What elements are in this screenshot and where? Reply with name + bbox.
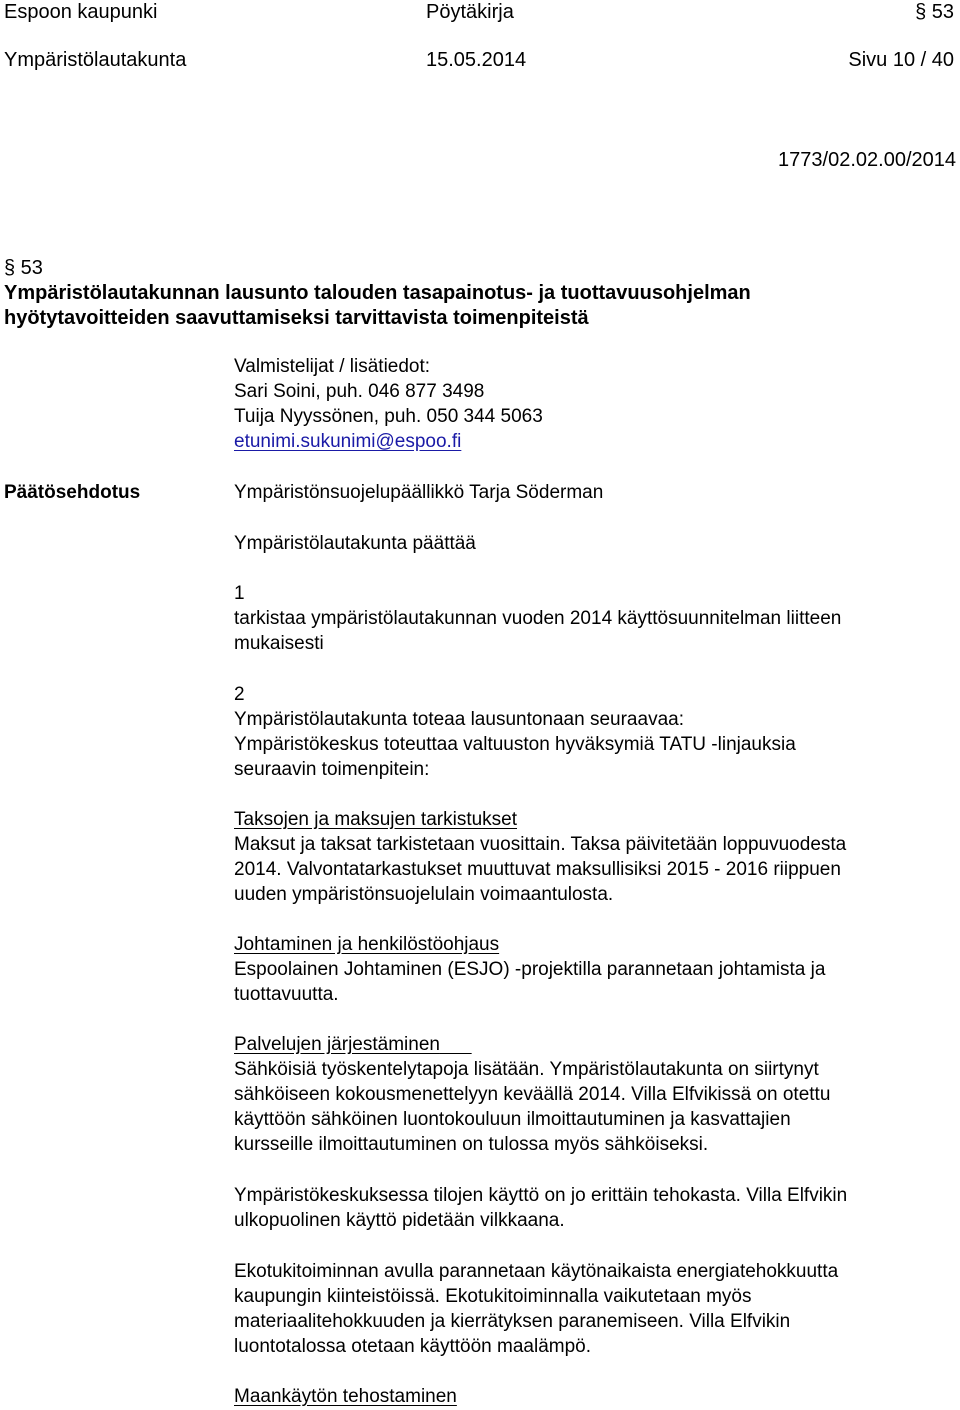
services-heading: Palvelujen järjestäminen bbox=[234, 1034, 440, 1055]
land-use-heading: Maankäytön tehostaminen bbox=[234, 1386, 457, 1407]
point-2-number: 2 bbox=[234, 684, 245, 705]
services-p3-line: Ekotukitoiminnan avulla parannetaan käytönaikaista energiatehokkuutta bbox=[234, 1261, 839, 1282]
fees-line: Maksut ja taksat tarkistetaan vuosittain. Taksa päivitetään loppuvuodesta bbox=[234, 834, 847, 855]
proposer-text: Ympäristönsuojelupäällikkö Tarja Söderman bbox=[234, 482, 604, 503]
doc-type: Pöytäkirja bbox=[426, 1, 514, 23]
services-p3-line: kaupungin kiinteistöissä. Ekotukitoiminnalla vaikutetaan myös bbox=[234, 1286, 752, 1307]
email-link[interactable]: etunimi.sukunimi@espoo.fi bbox=[234, 431, 462, 452]
point-2-line: Ympäristölautakunta toteaa lausuntonaan seuraavaa: bbox=[234, 709, 684, 730]
services-line: sähköiseen kokousmenettelyyn keväällä 2014. Villa Elfvikissä on otettu bbox=[234, 1084, 831, 1105]
preparers-block bbox=[234, 354, 543, 454]
services-line: kursseille ilmoittautuminen on tulossa myös sähköiseksi. bbox=[234, 1134, 709, 1155]
point-1 bbox=[234, 581, 841, 656]
services-section bbox=[234, 1032, 830, 1157]
services-p3-line: luontotalossa otetaan käyttöön maalämpö. bbox=[234, 1336, 592, 1357]
proposal-label: Päätösehdotus bbox=[4, 482, 141, 503]
meeting-date: 15.05.2014 bbox=[426, 49, 527, 71]
item-title-line: Ympäristölautakunnan lausunto talouden tasapainotus- ja tuottavuusohjelman bbox=[4, 282, 751, 304]
point-2-line: seuraavin toimenpitein: bbox=[234, 759, 430, 780]
management-heading: Johtaminen ja henkilöstöohjaus bbox=[234, 934, 500, 955]
contact-line: Sari Soini, puh. 046 877 3498 bbox=[234, 381, 485, 402]
services-p2-line: Ympäristökeskuksessa tilojen käyttö on jo erittäin tehokasta. Villa Elfvikin bbox=[234, 1185, 848, 1206]
services-line: käyttöön sähköinen luontokouluun ilmoittautuminen ja kasvattajien bbox=[234, 1109, 791, 1130]
services-paragraph-3 bbox=[234, 1259, 838, 1359]
services-heading-wrap bbox=[234, 1032, 830, 1057]
contact-line: Tuija Nyyssönen, puh. 050 344 5063 bbox=[234, 406, 543, 427]
proposer bbox=[234, 480, 603, 505]
services-p2-line: ulkopuolinen käyttö pidetään vilkkaana. bbox=[234, 1210, 565, 1231]
header-section-ref: § 53 bbox=[915, 1, 954, 23]
preparers-heading: Valmistelijat / lisätiedot: bbox=[234, 356, 431, 377]
point-1-line: mukaisesti bbox=[234, 633, 324, 654]
fees-line: 2014. Valvontatarkastukset muuttuvat maksullisiksi 2015 - 2016 riippuen bbox=[234, 859, 841, 880]
fees-section bbox=[234, 807, 846, 907]
fees-line: uuden ympäristönsuojelulain voimaantulosta. bbox=[234, 884, 614, 905]
page-number: Sivu 10 / 40 bbox=[848, 49, 954, 71]
point-2 bbox=[234, 682, 796, 782]
management-line: tuottavuutta. bbox=[234, 984, 339, 1005]
services-line: Sähköisiä työskentelytapoja lisätään. Ympäristölautakunta on siirtynyt bbox=[234, 1059, 819, 1080]
services-p3-line: materiaalitehokkuuden ja kierrätyksen paranemiseen. Villa Elfvikin bbox=[234, 1311, 791, 1332]
management-line: Espoolainen Johtaminen (ESJO) -projektilla parannetaan johtamista ja bbox=[234, 959, 826, 980]
item-number: § 53 bbox=[4, 257, 43, 279]
org-name: Espoon kaupunki bbox=[4, 1, 158, 23]
decides-text: Ympäristölautakunta päättää bbox=[234, 533, 476, 554]
decides-line bbox=[234, 531, 476, 556]
services-paragraph-2 bbox=[234, 1183, 847, 1233]
land-use-section bbox=[234, 1384, 457, 1409]
board-name: Ympäristölautakunta bbox=[4, 49, 187, 71]
record-number: 1773/02.02.00/2014 bbox=[778, 149, 956, 171]
fees-heading: Taksojen ja maksujen tarkistukset bbox=[234, 809, 518, 830]
heading-underline-pad bbox=[440, 1034, 472, 1055]
item-title-line: hyötytavoitteiden saavuttamiseksi tarvittavista toimenpiteistä bbox=[4, 307, 589, 329]
management-section bbox=[234, 932, 825, 1007]
point-1-line: tarkistaa ympäristölautakunnan vuoden 2014 käyttösuunnitelman liitteen bbox=[234, 608, 842, 629]
point-1-number: 1 bbox=[234, 583, 245, 604]
point-2-line: Ympäristökeskus toteuttaa valtuuston hyväksymiä TATU -linjauksia bbox=[234, 734, 796, 755]
